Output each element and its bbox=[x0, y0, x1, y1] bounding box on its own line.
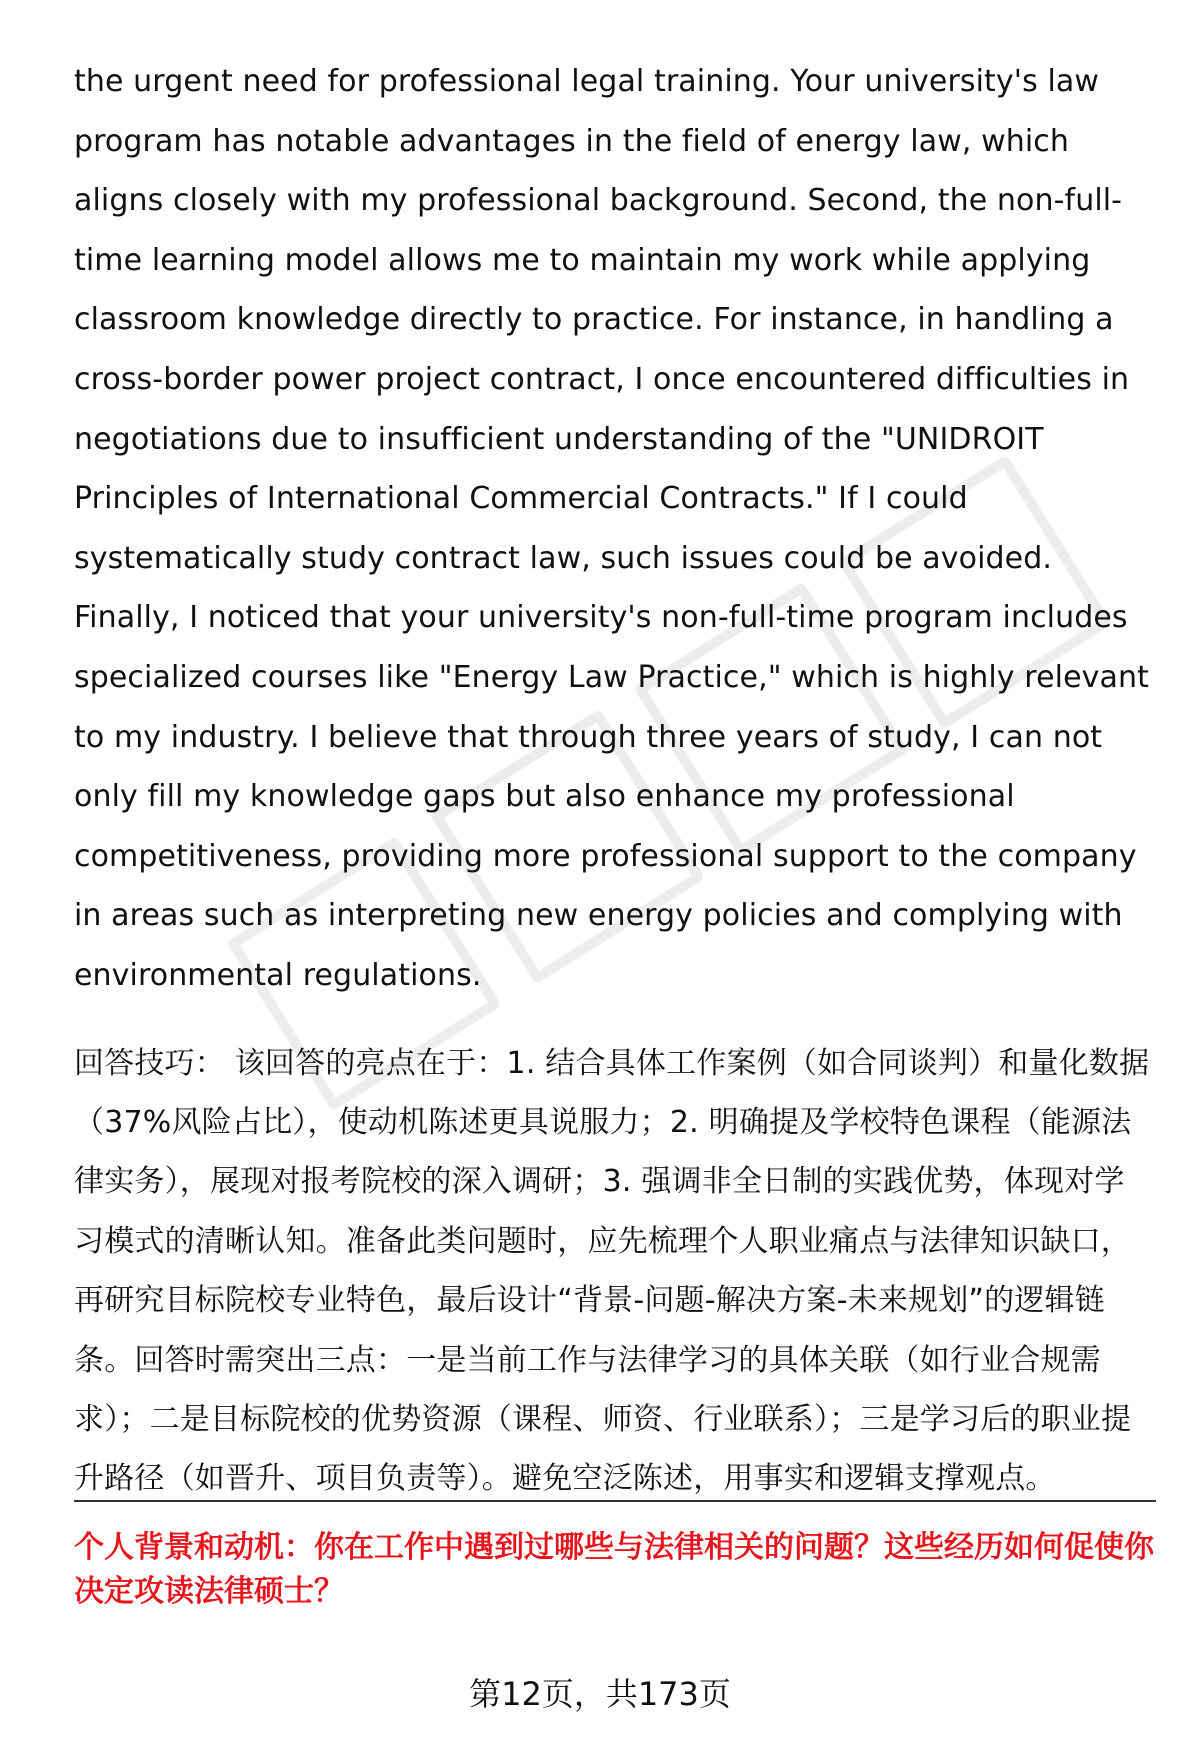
answer-tips: 回答技巧： 该回答的亮点在于：1. 结合具体工作案例（如合同谈判）和量化数据（37%风险占比），使动机陈述更具说服力；2. 明确提及学校特色课程（能源法律实务），展现对报考院校的深入调研；3. 强调非全日制的实践优势，体现对学习模式的清晰认知。准备此类问题时，应先梳理个人职业痛点与法律知识缺口，再研究目标院校专业特色，最后设计“背景-问题-解决方案-未来规划”的逻辑链条。回答时需突出三点：一是当前工作与法律学习的具体关联（如行业合规需求）；二是目标院校的优势资源（课程、师资、行业联系）；三是学习后的职业提升路径（如晋升、项目负责等）。避免空泛陈述，用事实和逻辑支撑观点。 bbox=[74, 1045, 1150, 1497]
answer-paragraph: the urgent need for professional legal training. Your university's law program has notable advantages in the field of energy law, which aligns closely with my professional background. Second, the non-full-time learning model allows me to maintain my work while applying classroom knowledge directly to practice. For instance, in handling a cross-border power project contract, I once encountered difficulties in negotiations due to insufficient understanding of the "UNIDROIT Principles of International Commercial Contracts." If I could systematically study contract law, such issues could be avoided. Finally, I noticed that your university's non-full-time program includes specialized courses like "Energy Law Practice," which is highly relevant to my industry. I believe that through three years of study, I can not only fill my knowledge gaps but also enhance my professional competitiveness, providing more professional support to the company in areas such as interpreting new energy policies and complying with environmental regulations. bbox=[74, 64, 1149, 993]
page-content bbox=[74, 52, 1154, 1509]
section-divider bbox=[74, 1500, 1156, 1502]
page-number-footer: 第12页，共173页 bbox=[469, 1675, 731, 1713]
next-question-heading: 个人背景和动机：你在工作中遇到过哪些与法律相关的问题？这些经历如何促使你决定攻读法律硕士？ bbox=[74, 1530, 1154, 1609]
